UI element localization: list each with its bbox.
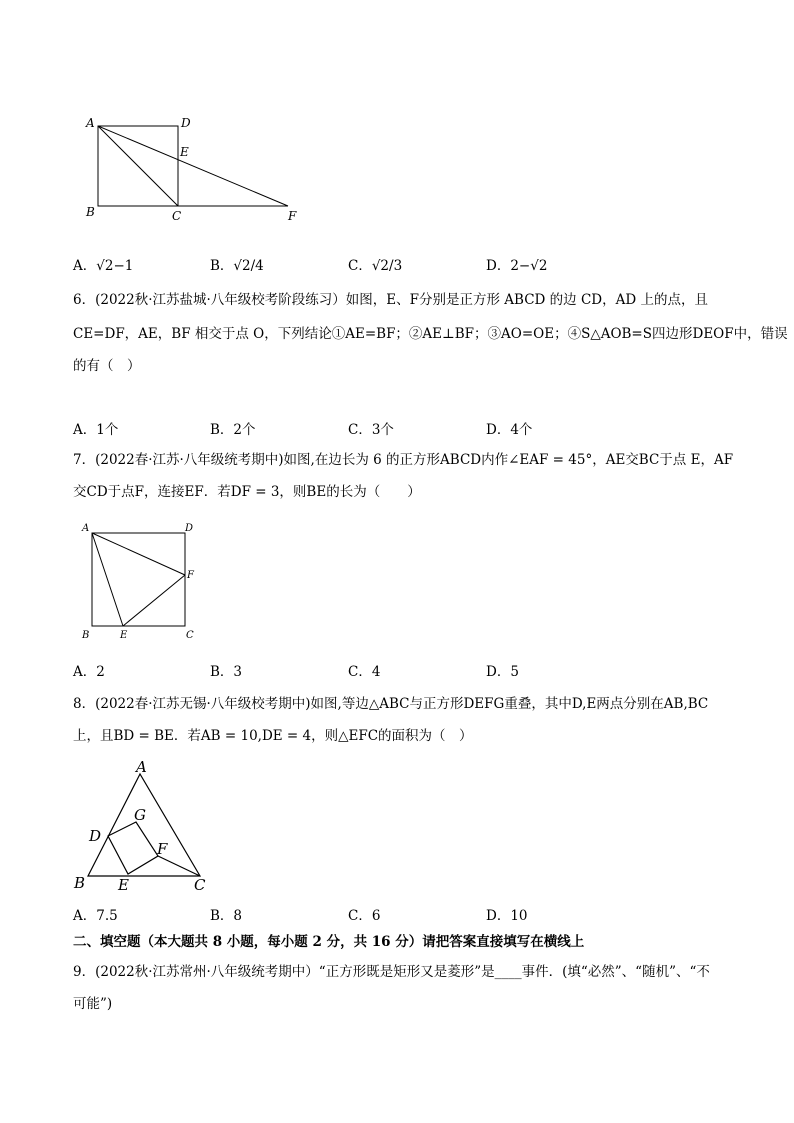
- q7-text-line1: 7．(2022春·江苏·八年级统考期中)如图,在边长为 6 的正方形ABCD内作∠EAF = 45°，AE交BC于点 E，AF: [73, 452, 734, 468]
- q7-square: [92, 533, 185, 626]
- q7-figure: [78, 518, 208, 646]
- q8-triangle-abc: [88, 774, 200, 876]
- q6-text-line3: 的有（ ）: [73, 358, 141, 374]
- q8-label-e: E: [118, 876, 129, 894]
- q5-option-d: D．2−√2: [486, 258, 548, 274]
- q5-label-b: B: [86, 205, 95, 219]
- q7-option-d: D．5: [486, 664, 519, 680]
- q7-text-line2: 交CD于点F，连接EF．若DF = 3，则BE的长为（ ）: [73, 484, 421, 500]
- q5-diagonal-ac: [98, 126, 178, 206]
- q8-label-a: A: [136, 758, 147, 776]
- q7-line-af: [92, 533, 185, 575]
- q7-label-d: D: [185, 523, 194, 534]
- q7-label-e: E: [120, 630, 128, 641]
- q8-option-d: D．10: [486, 908, 528, 924]
- q8-figure: [72, 756, 222, 896]
- section2-heading: 二、填空题（本大题共 8 小题，每小题 2 分，共 16 分）请把答案直接填写在横线上: [73, 934, 585, 950]
- q7-label-a: A: [82, 523, 90, 534]
- q8-text-line2: 上，且BD = BE．若AB = 10,DE = 4，则△EFC的面积为（ ）: [73, 728, 473, 744]
- q8-label-f: F: [157, 840, 168, 858]
- q5-label-d: D: [181, 116, 191, 130]
- q8-label-g: G: [134, 806, 146, 824]
- q8-square-defg: [108, 822, 158, 874]
- q5-option-c: C．√2/3: [348, 258, 403, 274]
- q6-text-line2: CE=DF，AE，BF 相交于点 O，下列结论①AE=BF；②AE⊥BF；③AO=OE；④S△AOB=S四边形DEOF中，错误: [73, 326, 788, 342]
- q5-label-e: E: [180, 145, 189, 159]
- q5-figure: [80, 112, 310, 224]
- q9-text-line2: 可能”): [73, 996, 113, 1012]
- q7-option-a: A．2: [73, 664, 105, 680]
- q7-label-f: F: [187, 570, 194, 581]
- q8-option-c: C．6: [348, 908, 381, 924]
- q5-label-f: F: [288, 209, 297, 223]
- q7-label-c: C: [186, 630, 194, 641]
- q7-line-ef: [123, 575, 185, 626]
- q7-option-c: C．4: [348, 664, 381, 680]
- q5-line-af: [98, 126, 288, 206]
- q5-option-b: B．√2/4: [210, 258, 264, 274]
- q8-text-line1: 8．(2022春·江苏无锡·八年级校考期中)如图,等边△ABC与正方形DEFG重叠，其中D,E两点分别在AB,BC: [73, 696, 709, 712]
- q7-label-b: B: [82, 630, 90, 641]
- q5-label-c: C: [172, 209, 182, 223]
- q6-option-a: A．1个: [73, 422, 119, 438]
- q8-label-c: C: [194, 876, 206, 894]
- q6-option-d: D．4个: [486, 422, 533, 438]
- q7-line-ae: [92, 533, 123, 626]
- q9-text-line1: 9．(2022秋·江苏常州·八年级统考期中）“正方形既是矩形又是菱形”是____事件．(填“必然”、“随机”、“不: [73, 964, 710, 980]
- q6-option-b: B．2个: [210, 422, 256, 438]
- q8-option-b: B．8: [210, 908, 243, 924]
- q7-option-b: B．3: [210, 664, 243, 680]
- q5-label-a: A: [86, 116, 95, 130]
- q6-option-c: C．3个: [348, 422, 394, 438]
- q6-text-line1: 6．(2022秋·江苏盐城·八年级校考阶段练习）如图，E、F分别是正方形 ABCD 的边 CD，AD 上的点，且: [73, 292, 708, 308]
- q8-label-d: D: [89, 827, 102, 845]
- q8-option-a: A．7.5: [73, 908, 118, 924]
- q5-option-a: A．√2−1: [73, 258, 134, 274]
- q8-label-b: B: [74, 874, 86, 892]
